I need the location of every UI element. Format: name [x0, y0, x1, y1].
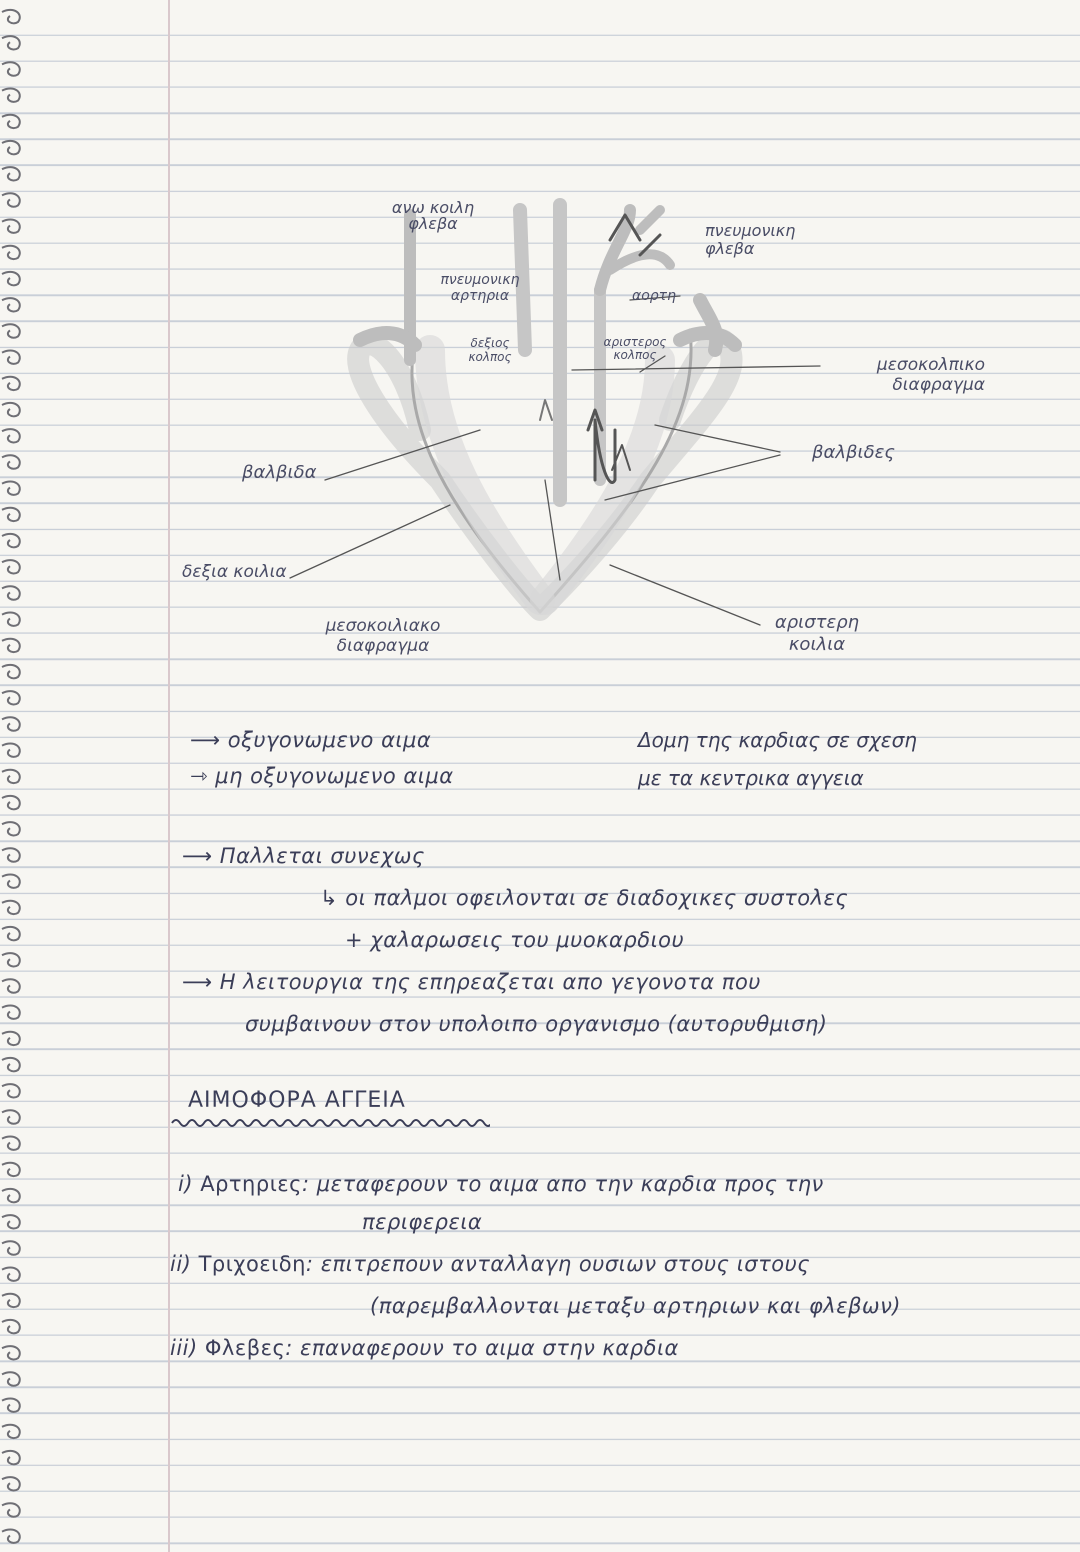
spiral-ring	[2, 770, 20, 783]
spiral-ring	[2, 1346, 20, 1359]
spiral-ring	[2, 1058, 20, 1071]
label-left-ventricle: αριστερη κοιλια	[774, 612, 860, 655]
vessel-item-veins: iii) Φλεβες: επαναφερουν το αιμα στην καρδια	[170, 1336, 679, 1360]
open-arrow-icon: ⇾	[190, 764, 209, 788]
vessel-item-arteries-cont: περιφερεια	[362, 1210, 483, 1234]
spiral-ring	[2, 1241, 20, 1254]
item-text: επαναφερουν το αιμα στην καρδια	[300, 1336, 679, 1360]
spiral-ring	[2, 1320, 20, 1333]
spiral-ring	[2, 1425, 20, 1438]
spiral-ring	[2, 796, 20, 809]
arrow-icon: ⟶	[182, 844, 213, 868]
spiral-ring	[2, 1110, 20, 1123]
spiral-ring	[2, 1372, 20, 1385]
item-term: Φλεβες	[204, 1336, 286, 1360]
label-atrial-septum: μεσοκολπικο διαφραγμα	[876, 355, 985, 395]
arrow-icon: ⟶	[182, 970, 213, 994]
vessel-item-arteries: i) Αρτηριες: μεταφερουν το αιμα απο την καρδια προς την	[178, 1172, 824, 1196]
label-pulmonary-vein: πνευμονικη φλεβα	[705, 221, 796, 258]
note-line-1-text: Παλλεται συνεχως	[219, 844, 425, 868]
spiral-ring	[2, 717, 20, 730]
spiral-ring	[2, 1084, 20, 1097]
heart-outline	[358, 340, 731, 610]
spiral-ring	[2, 1215, 20, 1228]
spiral-ring	[2, 1503, 20, 1516]
spiral-ring	[2, 875, 20, 888]
heart-diagram	[0, 0, 1080, 700]
spiral-ring	[2, 822, 20, 835]
spiral-ring	[2, 901, 20, 914]
legend-oxygenated	[190, 728, 431, 752]
label-pulmonary-artery: πνευμονικη αρτηρια	[440, 272, 520, 304]
note-line-1	[182, 844, 425, 868]
spiral-ring	[2, 1032, 20, 1045]
spiral-ring	[2, 1477, 20, 1490]
label-left-atrium: αριστερος κολπος	[603, 335, 667, 362]
note-line-2	[320, 886, 848, 910]
spiral-ring	[2, 1006, 20, 1019]
diagram-caption-line1: Δομη της καρδιας σε σχεση	[638, 728, 917, 752]
item-text: επιτρεπουν ανταλλαγη ουσιων στους ιστους	[320, 1252, 811, 1276]
spiral-ring	[2, 1163, 20, 1176]
item-marker: ii)	[170, 1252, 192, 1276]
spiral-ring	[2, 979, 20, 992]
return-arrow-icon: ↳	[320, 886, 339, 910]
legend-deoxygenated-text: μη οξυγονωμενο αιμα	[215, 764, 454, 788]
item-marker: i)	[178, 1172, 194, 1196]
spiral-ring	[2, 1294, 20, 1307]
note-line-4	[182, 970, 761, 994]
vessel-item-capillaries: ii) Τριχοειδη: επιτρεπουν ανταλλαγη ουσιων στους ιστους	[170, 1252, 811, 1276]
label-ventricular-septum: μεσοκοιλιακο διαφραγμα	[325, 616, 441, 656]
spiral-ring	[2, 1137, 20, 1150]
label-right-ventricle: δεξια κοιλια	[182, 562, 287, 582]
note-line-2-text: οι παλμοι οφειλονται σε διαδοχικες συστολες	[345, 886, 849, 910]
item-term: Τριχοειδη	[198, 1252, 306, 1276]
spiral-ring	[2, 953, 20, 966]
spiral-ring	[2, 1399, 20, 1412]
spiral-ring	[2, 1451, 20, 1464]
spiral-ring	[2, 848, 20, 861]
spiral-ring	[2, 1189, 20, 1202]
spiral-ring	[2, 744, 20, 757]
solid-arrow-icon: ⟶	[190, 728, 221, 752]
label-valves: βαλβιδες	[812, 442, 895, 463]
note-line-5: συμβαινουν στον υπολοιπο οργανισμο (αυτορυθμιση)	[245, 1012, 828, 1036]
spiral-ring	[2, 1530, 20, 1543]
section-heading: ΑΙΜΟΦΟΡΑ ΑΓΓΕΙΑ	[188, 1088, 406, 1113]
diagram-caption-line2: με τα κεντρικα αγγεια	[638, 766, 864, 790]
label-right-atrium: δεξιος κολπος	[468, 336, 512, 364]
legend-oxygenated-text: οξυγονωμενο αιμα	[227, 728, 432, 752]
item-term: Αρτηριες	[200, 1172, 302, 1196]
spiral-ring	[2, 927, 20, 940]
item-text: μεταφερουν το αιμα απο την καρδια προς την	[316, 1172, 824, 1196]
legend-deoxygenated	[190, 764, 454, 788]
heading-underline	[170, 1116, 490, 1130]
note-line-4-text: Η λειτουργια της επηρεαζεται απο γεγονοτα που	[219, 970, 761, 994]
label-valve: βαλβιδα	[242, 462, 317, 483]
spiral-ring	[2, 1268, 20, 1281]
note-line-3: + χαλαρωσεις του μυοκαρδιου	[345, 928, 685, 952]
label-superior-vena-cava: ανω κοιλη φλεβα	[391, 198, 475, 233]
item-marker: iii)	[170, 1336, 198, 1360]
vessel-item-capillaries-cont: (παρεμβαλλονται μεταξυ αρτηριων και φλεβων)	[370, 1294, 901, 1318]
label-aorta: αορτη	[632, 288, 676, 304]
